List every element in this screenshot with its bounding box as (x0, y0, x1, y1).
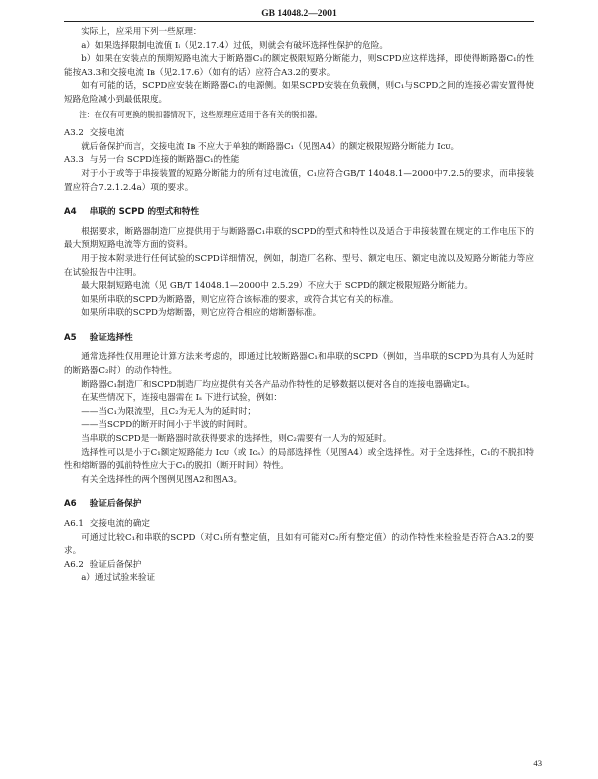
paragraph: 在某些情况下，连接电器需在 Iₛ 下进行试验，例如： (81, 393, 283, 404)
heading-text: 串联的 SCPD 的型式和特性 (89, 207, 200, 218)
heading-number: A3.3 (64, 155, 84, 166)
section-heading (64, 332, 534, 346)
page-number: 43 (533, 758, 542, 769)
section-heading (64, 206, 534, 220)
heading-text: 验证后备保护 (89, 499, 142, 510)
header-rule (64, 21, 534, 22)
paragraph: 当串联的SCPD是一断路器时欲获得要求的选择性，则C₂需要有一人为的短延时。 (81, 434, 392, 445)
paragraph: ——当C₁为限流型，且C₂为无人为的延时时； (81, 406, 256, 417)
heading-number: A3.2 (64, 128, 84, 139)
subsection-heading (64, 559, 534, 573)
section-heading (64, 498, 534, 512)
heading-text: 验证后备保护 (89, 559, 142, 570)
paragraph: 就后备保护而言，交接电流 Iʙ 不应大于单独的断路器C₁（见图A4）的额定极限短路分断能力 Iᴄᴜ。 (81, 141, 460, 152)
heading-text: 交接电流的确定 (89, 519, 150, 529)
page-content (64, 26, 534, 586)
heading-number: A6 (64, 499, 77, 510)
spacer (64, 321, 534, 332)
heading-text: 交接电流 (89, 128, 125, 139)
paragraph: ——当SCPD的断开时间小于半波的时间时。 (81, 420, 253, 431)
paragraph: 如果所串联的SCPD为熔断器，则它应符合相应的熔断器标准。 (81, 308, 322, 319)
heading-number: A6.2 (64, 559, 84, 570)
paragraph: 用于按本附录进行任何试验的SCPD详细情况，例如，制造厂名称、型号、额定电压、额定电流以及短路分断能力等应在试验报告中注明。 (64, 253, 534, 278)
heading-text: 与另一台 SCPD连接的断路器C₁的性能 (89, 155, 240, 166)
spacer (64, 487, 534, 498)
paragraph: 根据要求，断路器制造厂应提供用于与断路器C₁串联的SCPD的型式和特性以及适合于串接装置在规定的工作电压下的最大预期短路电流等方面的资料。 (64, 226, 534, 251)
paragraph: 最大限制短路电流（见 GB/T 14048.1—2000中 2.5.29）不应大于 SCPD的额定极限短路分断能力。 (81, 281, 474, 292)
paragraph: 实际上，应采用下列一些原理： (81, 27, 202, 37)
paragraph: 对于小于或等于串接装置的短路分断能力的所有过电流值，C₁应符合GB/T 14048.1—2000中7.2.5的要求，而串接装置应符合7.2.1.2.4a）项的要求。 (64, 168, 534, 193)
paragraph: 如有可能的话，SCPD应安装在断路器C₁的电源侧。如果SCPD安装在负载侧，则C₁与SCPD之间的连接必需安置得使短路危险减小到最低限度。 (64, 81, 534, 105)
paragraph: b）如果在安装点的预期短路电流大于断路器C₁的额定极限短路分断能力，则SCPD应这样选择，即使得断路器C₁的性能按A3.3和交接电流 Iʙ（见2.17.6）（如有的话）应符合A3.2的要求。 (64, 54, 534, 78)
spacer (64, 195, 534, 206)
paragraph: a）通过试验来验证 (81, 573, 156, 584)
heading-number: A5 (64, 332, 77, 343)
paragraph: 选择性可以是小于C₁额定短路能力 Iᴄᴜ（或 Iᴄₛ）的局部选择性（见图A4）或全选择性。对于全选择性，C₁的不脱扣特性和熔断器的弧前特性应大于C₁的脱扣（断开时间）特性。 (64, 447, 534, 472)
paragraph: 可通过比较C₁和串联的SCPD（对C₁所有整定值，且如有可能对C₂所有整定值）的动作特性来检验是否符合A3.2的要求。 (64, 532, 534, 557)
subsection-heading (64, 518, 534, 532)
paragraph: a）如果选择限制电流值 Iᵢ（见2.17.4）过低，则就会有破坏选择性保护的危险。 (81, 40, 388, 51)
heading-text: 验证选择性 (89, 332, 133, 343)
note: 注：在仅有可更换的脱扣器情况下，这些原理应适用于各有关的脱扣器。 (79, 109, 323, 119)
paragraph: 有关全选择性的两个图例见图A2和图A3。 (81, 474, 243, 485)
paragraph: 如果所串联的SCPD为断路器，则它应符合该标准的要求，或符合其它有关的标准。 (81, 294, 399, 305)
heading-number: A4 (64, 207, 77, 218)
subsection-heading (64, 127, 534, 141)
page-header: GB 14048.2—2001 (261, 9, 337, 19)
subsection-heading (64, 154, 534, 168)
heading-number: A6.1 (64, 519, 84, 529)
paragraph: 断路器C₁制造厂和SCPD制造厂均应提供有关各产品动作特性的足够数据以便对各自的连接电器确定Iₛ。 (81, 379, 475, 390)
paragraph: 通常选择性仅用理论计算方法来考虑的，即通过比较断路器C₁和串联的SCPD（例如，当串联的SCPD为具有人为延时的断路器C₂时）的动作特性。 (64, 352, 534, 377)
